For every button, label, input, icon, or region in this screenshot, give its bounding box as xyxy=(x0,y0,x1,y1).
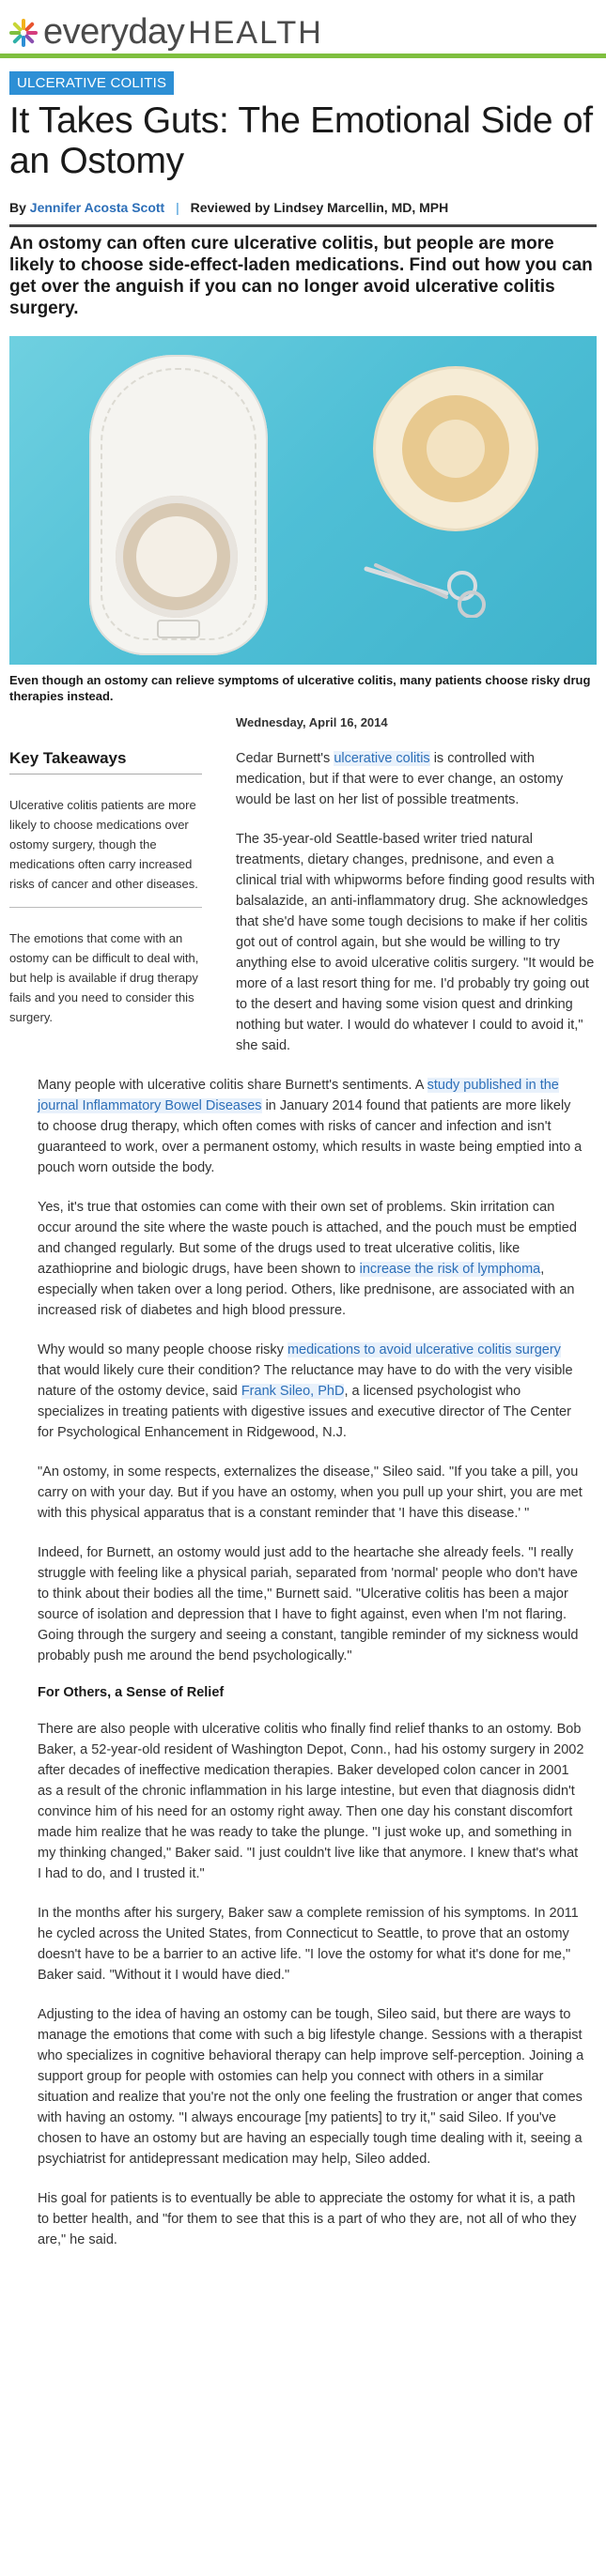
pouch-flange xyxy=(116,496,238,618)
paragraph xyxy=(38,1075,585,1178)
article-body xyxy=(38,1075,585,2250)
text-run: that would likely cure their condition? The reluctance may have to do with the very visible nature of the ostomy device, said xyxy=(38,1363,573,1399)
text-run: Many people with ulcerative colitis share Burnett's sentiments. A xyxy=(38,1078,427,1093)
text-run: is controlled with medication, but if that were to ever change, an ostomy would be last on her list of possible treatments. xyxy=(236,751,564,807)
skin-barrier-wafer-illustration xyxy=(376,369,536,529)
article-title: It Takes Guts: The Emotional Side of an Ostomy xyxy=(9,100,593,181)
paragraph: "An ostomy, in some respects, externalizes the disease," Sileo said. "If you take a pill, you carry on with your day. But if you have an ostomy, when you pull up your shirt, you are met with this physical apparatus that is a constant reminder that 'I have this disease.' " xyxy=(38,1464,583,1521)
wafer-opening xyxy=(427,420,485,478)
byline xyxy=(9,200,597,215)
text-run: in January 2014 found that patients are more likely to choose drug therapy, which often comes with risks of cancer and infection and isn't guaranteed to work, over a permanent ostomy, which results in waste being emptied into a pouch worn outside the body. xyxy=(38,1098,583,1175)
byline-separator: | xyxy=(176,200,179,215)
section-subheading: For Others, a Sense of Relief xyxy=(38,1685,225,1700)
byline-prefix: By xyxy=(9,200,26,215)
reviewer: Reviewed by Lindsey Marcellin, MD, MPH xyxy=(190,200,449,215)
link-medications[interactable]: medications to avoid ulcerative colitis surgery xyxy=(287,1342,561,1357)
key-takeaways-heading: Key Takeaways xyxy=(9,749,202,774)
link-lymphoma-risk[interactable]: increase the risk of lymphoma xyxy=(359,1262,541,1277)
link-study[interactable]: study published in the journal Inflammatory Bowel Diseases xyxy=(38,1078,559,1113)
paragraph: There are also people with ulcerative colitis who finally find relief thanks to an ostomy. Bob Baker, a 52-year-old resident of Washington Depot, Conn., had his ostomy surgery in 2002 after decades of ineffective medication therapies. Baker developed colon cancer in 2001 as a result of the chronic inflammation in his large intestine, but even that diagnosis didn't convince him of his need for an ostomy right away. Then one day his constant discomfort made him realize that he was ready to take the plunge. "I just woke up, and something in my thinking changed," Baker said. "I just couldn't live like that anymore. I knew that's what I had to do, and I trusted it." xyxy=(38,1722,584,1881)
pouch-clip xyxy=(157,620,200,638)
takeaway-item: Ulcerative colitis patients are more likely to choose medications over ostomy surgery, though the medications often carry increased risks of cancer and other diseases. xyxy=(9,774,202,908)
flange-center xyxy=(136,516,217,597)
paragraph: The 35-year-old Seattle-based writer tried natural treatments, dietary changes, prednisone, and even a clinical trial with whipworms before finding good results with balsalazide, an anti-inflammatory drug. She acknowledges that she'd have some tough decisions to make if her colitis got out of control again, but she would be willing to try anything else to avoid ulcerative colitis surgery. "It would be more of a last resort thing for me. I'd probably try going out to the desert and having some vision quest and drinking nothing but water. I would do whatever I could to avoid it," she said. xyxy=(236,832,595,1053)
category-badge[interactable]: ULCERATIVE COLITIS xyxy=(9,71,174,95)
scissors-icon xyxy=(357,561,507,618)
paragraph: Indeed, for Burnett, an ostomy would just add to the heartache she already feels. "I really struggle with feeling like a physical pariah, separated from 'normal' people who don't have to think about their bodies all the time," Burnett said. "Ulcerative colitis has been a major source of isolation and depression that I have to fight against, even when I'm not flaring. Going through the surgery and seeing a constant, tangible reminder of my sickness would probably push me around the bend psychologically." xyxy=(38,1545,579,1664)
logo-starburst-icon[interactable] xyxy=(9,19,38,47)
text-run: , a licensed psychologist who specializes in treating patients with digestive issues and executive director of The Center for Psychological Enhancement in Ridgewood, N.J. xyxy=(38,1384,571,1440)
logo-word-health: HEALTH xyxy=(188,15,323,51)
article-intro-column xyxy=(219,715,597,1056)
paragraph: Adjusting to the idea of having an ostomy can be tough, Sileo said, but there are ways to manage the emotions that come with such a big lifestyle change. Sessions with a therapist who specializes in cognitive behavioral therapy can help improve self-perception. Joining a support group for people with ostomies can help you connect with others in a similar situation and realize that you're not the only one feeling the frustration or anger that comes with having an ostomy. "I always encourage [my patients] to try it," said Sileo. If you've chosen to have an ostomy but are having an especially tough time dealing with it, seeing a psychiatrist for antidepressant medication may help, Sileo added. xyxy=(38,2007,584,2167)
publish-date: Wednesday, April 16, 2014 xyxy=(236,715,388,729)
article-lede: An ostomy can often cure ulcerative colitis, but people are more likely to choose side-effect-laden medications. Find out how you can get over the anguish if you can no longer avoid ulcerative colitis surgery. xyxy=(9,234,593,318)
text-run: Cedar Burnett's xyxy=(236,751,334,766)
link-ulcerative-colitis[interactable]: ulcerative colitis xyxy=(334,751,430,766)
site-header xyxy=(0,0,606,58)
paragraph xyxy=(236,748,597,810)
paragraph: His goal for patients is to eventually be able to appreciate the ostomy for what it is, a path to better health, and "for them to see that this is a part of who they are, not all of who they are," he said. xyxy=(38,2191,577,2247)
image-caption: Even though an ostomy can relieve symptoms of ulcerative colitis, many patients choose risky drug therapies instead. xyxy=(9,673,591,703)
paragraph: In the months after his surgery, Baker saw a complete remission of his symptoms. In 2011 he cycled across the United States, from Connecticut to Seattle, to prove that an ostomy doesn't have to be a barrier to an active life. "I love the ostomy for what it's done for me," Baker said. "Without it I would have died." xyxy=(38,1906,579,1983)
wafer-adhesive xyxy=(402,395,509,502)
title-rule xyxy=(9,224,597,227)
text-run: Yes, it's true that ostomies can come with their own set of problems. Skin irritation can occur around the site where the waste pouch is attached, and the pouch must be emptied and changed regularly. But some of the drugs used to treat ulcerative colitis, like azathioprine and biologic drugs, have been shown to xyxy=(38,1200,577,1277)
takeaway-item: The emotions that come with an ostomy can be difficult to deal with, but help is available if drug therapy fails and you need to consider this surgery. xyxy=(9,931,199,1024)
paragraph xyxy=(38,1340,585,1443)
key-takeaways xyxy=(9,744,202,1056)
site-logo[interactable] xyxy=(43,12,323,53)
text-run: , especially when taken over a long period. Others, like prednisone, are associated with an increased risk of diabetes and high blood pressure. xyxy=(38,1262,575,1318)
author-link[interactable]: Jennifer Acosta Scott xyxy=(29,200,165,215)
hero-image xyxy=(9,336,597,665)
logo-word-everyday: everyday xyxy=(43,12,185,52)
article-columns xyxy=(9,715,597,1056)
ostomy-pouch-illustration xyxy=(89,355,268,655)
link-frank-sileo[interactable]: Frank Sileo, PhD xyxy=(241,1384,345,1399)
text-run: Why would so many people choose risky xyxy=(38,1342,287,1357)
paragraph xyxy=(38,1197,585,1321)
